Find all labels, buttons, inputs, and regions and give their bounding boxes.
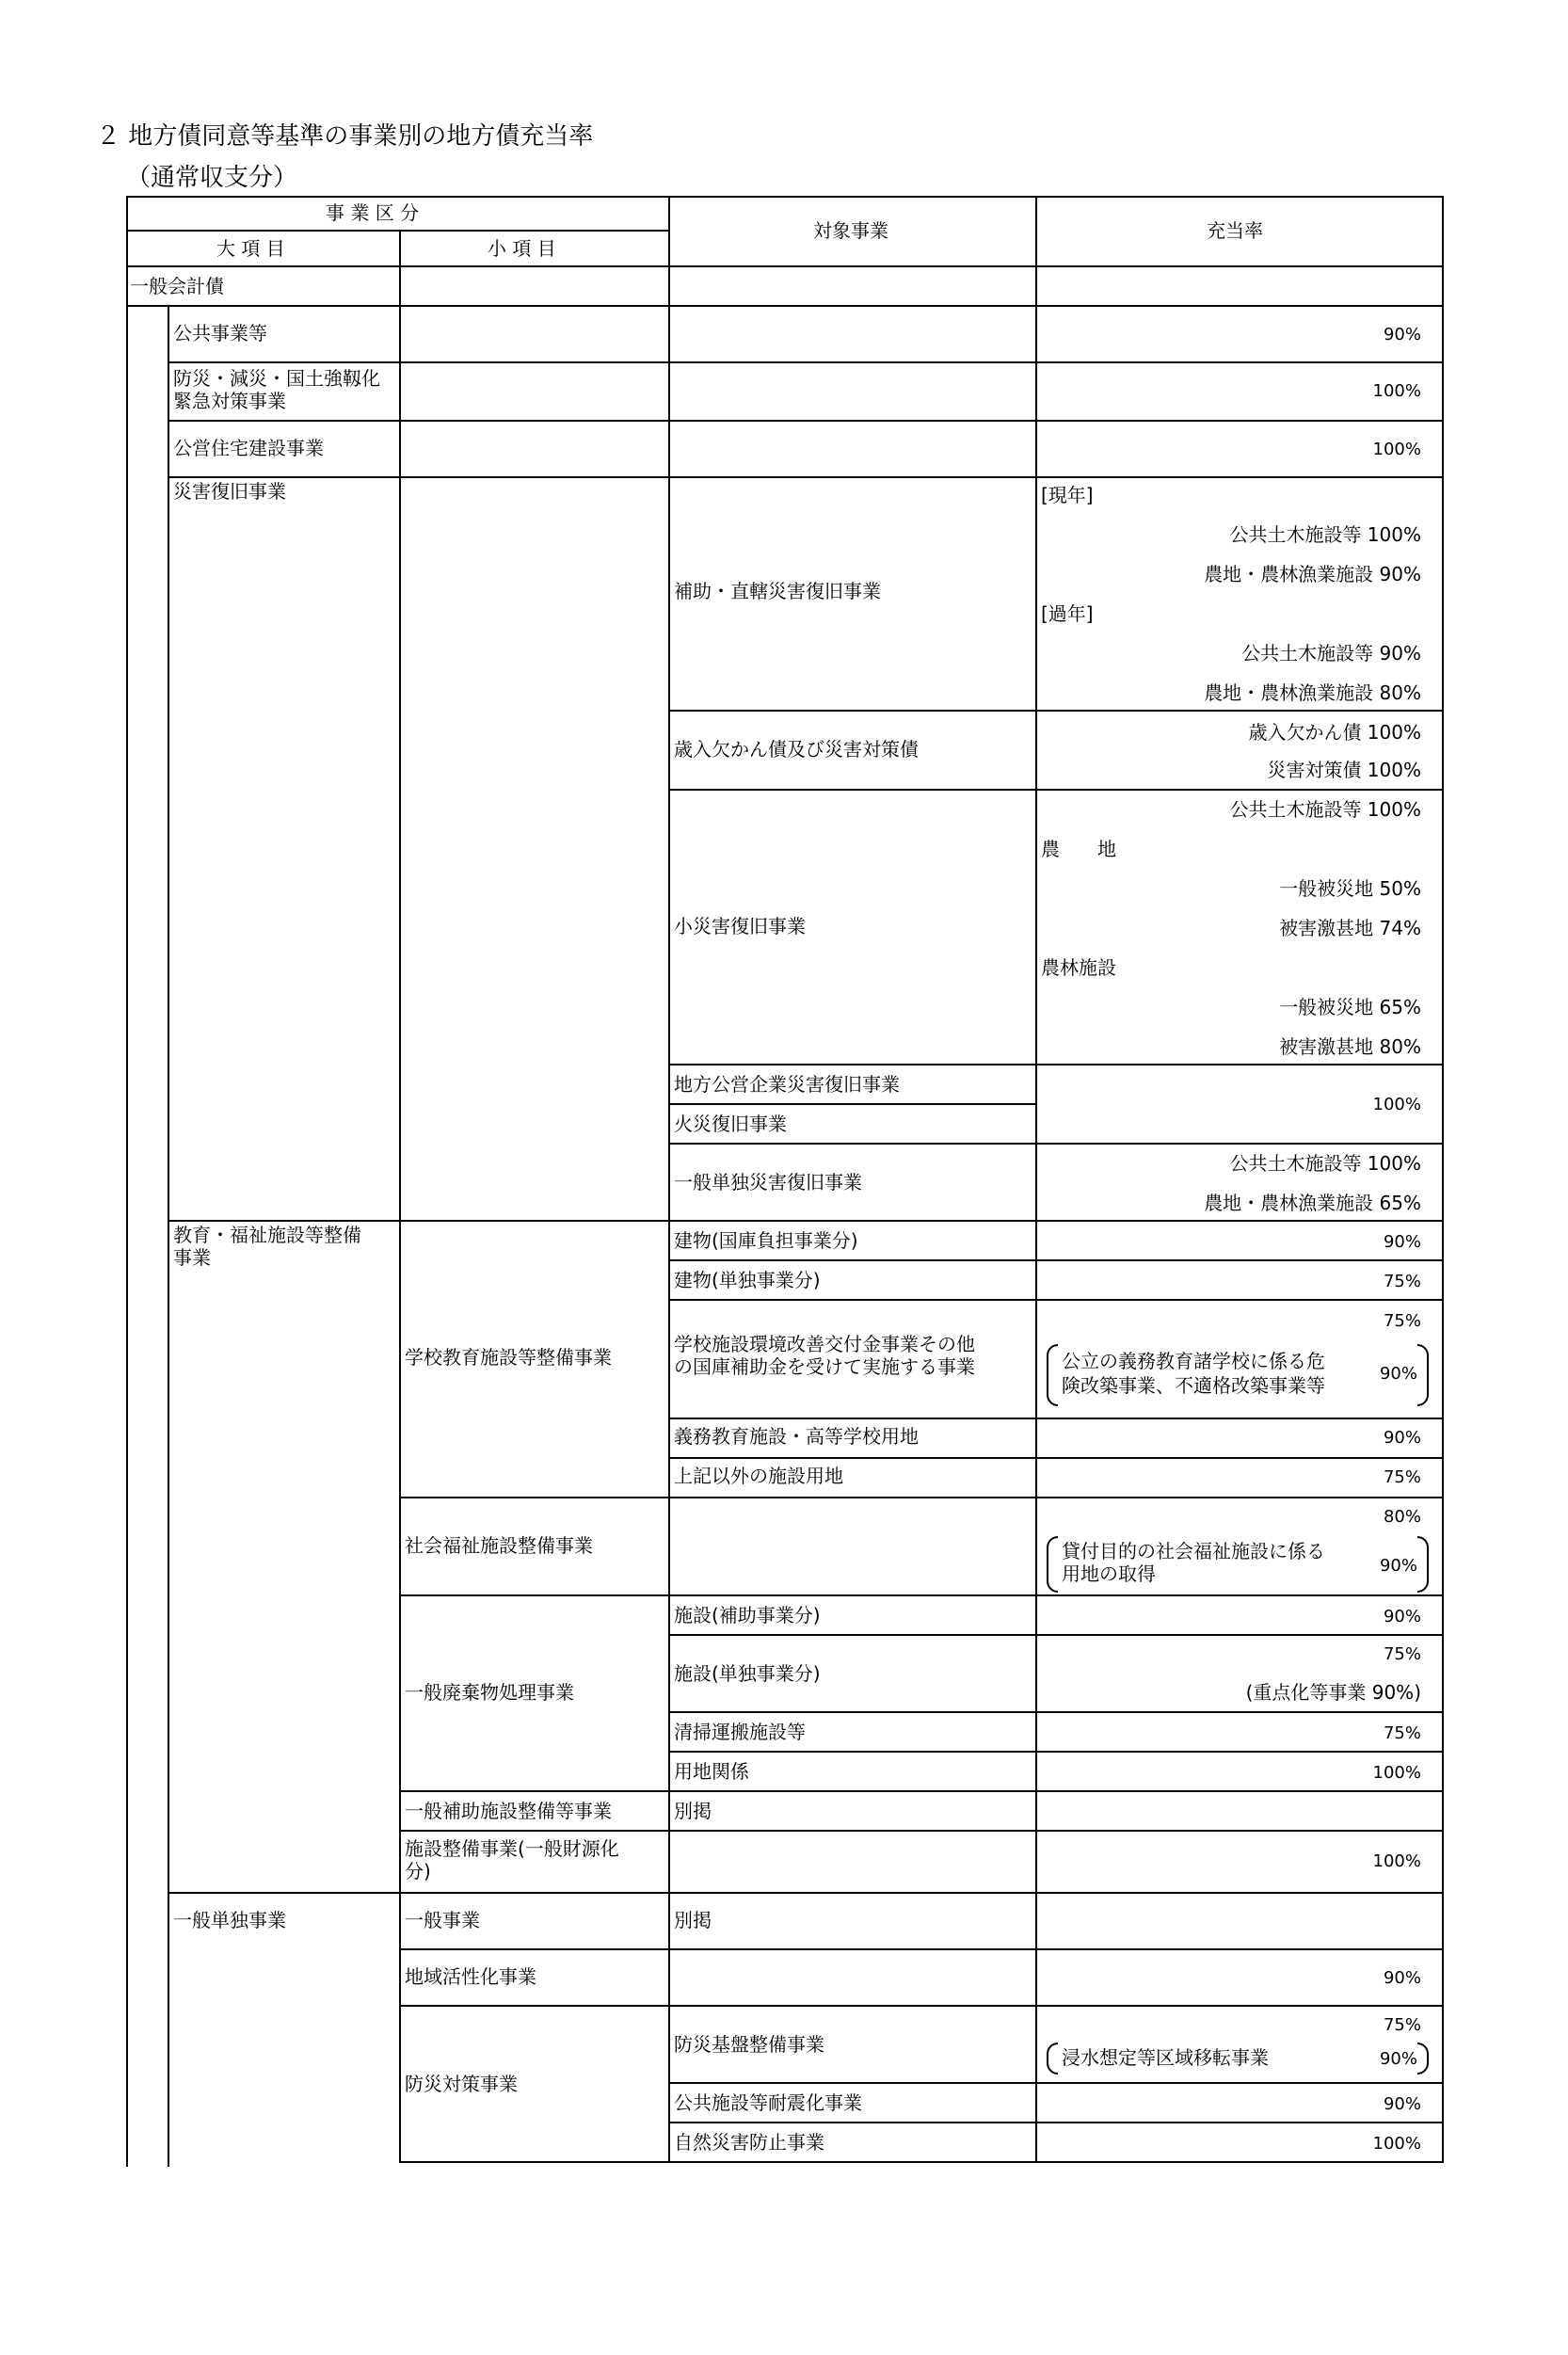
table-line <box>670 2082 1444 2084</box>
school-facility-label: 学校教育施設等整備事業 <box>405 1346 612 1369</box>
table-line <box>670 1634 1444 1636</box>
table-line <box>670 1418 1444 1419</box>
waste-land-target: 用地関係 <box>674 1760 749 1783</box>
disaster-measures-label: 防災対策事業 <box>405 2073 518 2095</box>
page-subtitle: （通常収支分） <box>126 164 298 192</box>
school-land2-rate: 75% <box>1383 1467 1421 1487</box>
infra-rate: 75% <box>1383 2015 1421 2035</box>
table-line <box>399 1830 1444 1832</box>
current-farm-rate: 農地・農林漁業施設 90% <box>1204 563 1421 585</box>
table-line <box>670 1064 1444 1065</box>
public-works-label: 公共事業等 <box>173 322 267 344</box>
school-row-target: 建物(単独事業分) <box>674 1269 821 1291</box>
table-line <box>168 307 169 2167</box>
shared-recovery-rate: 100% <box>1372 1095 1421 1114</box>
school-row-rate: 75% <box>1383 1272 1421 1291</box>
page-title: ２ 地方債同意等基準の事業別の地方債充当率 <box>96 122 594 151</box>
welfare-note-line2: 用地の取得 <box>1062 1562 1156 1585</box>
education-welfare-line1: 教育・福祉施設等整備 <box>173 1224 361 1246</box>
table-line <box>670 789 1444 791</box>
subsidy-facility-label: 一般補助施設整備等事業 <box>405 1800 612 1822</box>
table-line <box>168 476 1444 478</box>
small-recovery-target: 小災害復旧事業 <box>674 915 806 937</box>
table-line <box>668 196 670 2163</box>
table-line <box>399 230 401 2163</box>
waste-label: 一般廃棄物処理事業 <box>405 1681 574 1704</box>
table-line <box>670 1103 1035 1105</box>
general-source-line1: 施設整備事業(一般財源化 <box>405 1837 619 1860</box>
small-facility-label: 農林施設 <box>1041 956 1116 979</box>
general-project-target: 別掲 <box>674 1909 712 1931</box>
disaster-prevention-line1: 防災・減災・国土強靱化 <box>173 367 380 390</box>
header-target: 対象事業 <box>813 219 888 242</box>
table-line <box>399 1948 1444 1950</box>
local-enterprise-target: 地方公営企業災害復旧事業 <box>674 1073 900 1096</box>
table-line <box>399 1497 1444 1498</box>
table-line <box>670 1711 1444 1713</box>
infra-target: 防災基盤整備事業 <box>674 2033 824 2056</box>
school-env-note-line2: 険改築事業、不適格改築事業等 <box>1062 1374 1325 1397</box>
small-facility-severe: 被害激甚地 80% <box>1279 1035 1421 1058</box>
shortfall-rate-2: 災害対策債 100% <box>1267 759 1421 781</box>
small-farmland-severe: 被害激甚地 74% <box>1279 917 1421 939</box>
shortfall-rate-1: 歳入欠かん債 100% <box>1248 721 1421 744</box>
table-line <box>1035 196 1037 2163</box>
header-minor: 小 項 目 <box>488 237 556 260</box>
waste-subsidized-target: 施設(補助事業分) <box>674 1604 821 1626</box>
table-line <box>168 420 1444 422</box>
infra-note: 浸水想定等区域移転事業 <box>1062 2046 1269 2069</box>
table-line <box>168 361 1444 363</box>
header-category: 事 業 区 分 <box>326 201 420 224</box>
disaster-recovery-label: 災害復旧事業 <box>173 480 286 503</box>
table-line <box>399 1790 1444 1792</box>
independent-public-rate: 公共土木施設等 100% <box>1229 1152 1421 1175</box>
past-year-label: [過年] <box>1041 602 1094 625</box>
note-bracket-left <box>1047 1536 1058 1593</box>
school-land1-target: 義務教育施設・高等学校用地 <box>674 1425 919 1448</box>
table-line <box>399 2161 1444 2163</box>
table-line <box>126 305 1444 307</box>
header-rate: 充当率 <box>1207 219 1263 242</box>
table-line <box>670 1299 1444 1301</box>
independent-label: 一般単独事業 <box>173 1909 286 1931</box>
note-bracket-left <box>1047 1344 1058 1406</box>
table-line <box>670 1751 1444 1753</box>
table-line <box>168 1220 1444 1222</box>
table-line <box>168 1892 1444 1894</box>
natural-rate: 100% <box>1372 2134 1421 2154</box>
seismic-rate: 90% <box>1383 2094 1421 2114</box>
table-line <box>126 196 1444 198</box>
current-year-label: [現年] <box>1041 484 1094 506</box>
school-land2-target: 上記以外の施設用地 <box>674 1465 843 1487</box>
waste-cleaning-rate: 75% <box>1383 1723 1421 1743</box>
table-line <box>670 710 1444 712</box>
natural-target: 自然災害防止事業 <box>674 2131 824 2154</box>
school-env-target-line1: 学校施設環境改善交付金事業その他 <box>674 1333 975 1355</box>
school-env-target-line2: の国庫補助金を受けて実施する事業 <box>674 1355 975 1378</box>
table-line <box>399 2005 1444 2007</box>
waste-subsidized-rate: 90% <box>1383 1607 1421 1626</box>
small-public-rate: 公共土木施設等 100% <box>1229 798 1421 821</box>
small-farmland-label: 農 地 <box>1041 838 1116 860</box>
past-public-rate: 公共土木施設等 90% <box>1241 642 1421 665</box>
waste-independent-target: 施設(単独事業分) <box>674 1662 821 1685</box>
public-works-rate: 90% <box>1383 325 1421 344</box>
waste-land-rate: 100% <box>1372 1763 1421 1783</box>
rate-table <box>126 196 1444 2167</box>
seismic-target: 公共施設等耐震化事業 <box>674 2091 862 2114</box>
welfare-facility-label: 社会福祉施設整備事業 <box>405 1534 593 1557</box>
general-account-label: 一般会計債 <box>130 275 224 297</box>
table-line <box>126 196 128 2167</box>
school-land1-rate: 90% <box>1383 1428 1421 1448</box>
table-line <box>670 1259 1444 1261</box>
small-facility-general: 一般被災地 65% <box>1279 996 1421 1018</box>
welfare-note-rate: 90% <box>1379 1556 1417 1576</box>
school-env-note-line1: 公立の義務教育諸学校に係る危 <box>1062 1350 1325 1372</box>
education-welfare-line2: 事業 <box>173 1246 211 1269</box>
welfare-rate: 80% <box>1383 1507 1421 1527</box>
school-row-rate: 90% <box>1383 1232 1421 1252</box>
table-line <box>670 1143 1444 1145</box>
waste-independent-note: (重点化等事業 90%) <box>1245 1681 1421 1704</box>
disaster-prevention-rate: 100% <box>1372 381 1421 401</box>
header-major: 大 項 目 <box>216 237 285 260</box>
general-source-line2: 分) <box>405 1860 431 1882</box>
note-bracket-right <box>1417 1344 1429 1406</box>
shortfall-target: 歳入欠かん債及び災害対策債 <box>674 738 919 761</box>
table-line <box>399 1594 1444 1596</box>
general-source-rate: 100% <box>1372 1851 1421 1871</box>
fire-recovery-target: 火災復旧事業 <box>674 1113 787 1135</box>
table-line <box>670 2122 1444 2123</box>
subsidized-recovery-target: 補助・直轄災害復旧事業 <box>674 580 881 602</box>
table-line <box>1442 196 1444 2163</box>
note-bracket-right <box>1417 1536 1429 1593</box>
current-public-rate: 公共土木施設等 100% <box>1229 523 1421 546</box>
waste-cleaning-target: 清掃運搬施設等 <box>674 1721 806 1743</box>
school-row-target: 建物(国庫負担事業分) <box>674 1229 858 1252</box>
disaster-prevention-line2: 緊急対策事業 <box>173 390 286 412</box>
general-project-label: 一般事業 <box>405 1909 480 1931</box>
past-farm-rate: 農地・農林漁業施設 80% <box>1204 681 1421 704</box>
school-env-rate: 75% <box>1383 1311 1421 1331</box>
welfare-note-line1: 貸付目的の社会福祉施設に係る <box>1062 1540 1325 1562</box>
small-farmland-general: 一般被災地 50% <box>1279 877 1421 900</box>
subsidy-facility-target: 別掲 <box>674 1800 712 1822</box>
note-bracket-left <box>1047 2043 1058 2075</box>
independent-farm-rate: 農地・農林漁業施設 65% <box>1204 1192 1421 1214</box>
school-env-note-rate: 90% <box>1379 1364 1417 1384</box>
public-housing-rate: 100% <box>1372 440 1421 459</box>
independent-recovery-target: 一般単独災害復旧事業 <box>674 1171 862 1194</box>
public-housing-label: 公営住宅建設事業 <box>173 437 324 459</box>
table-line <box>126 265 1444 267</box>
regional-rate: 90% <box>1383 1968 1421 1988</box>
table-line <box>670 1457 1444 1459</box>
table-line <box>126 230 668 232</box>
infra-note-rate: 90% <box>1379 2049 1417 2069</box>
note-bracket-right <box>1417 2043 1429 2075</box>
waste-independent-rate: 75% <box>1383 1644 1421 1664</box>
regional-label: 地域活性化事業 <box>405 1965 536 1988</box>
